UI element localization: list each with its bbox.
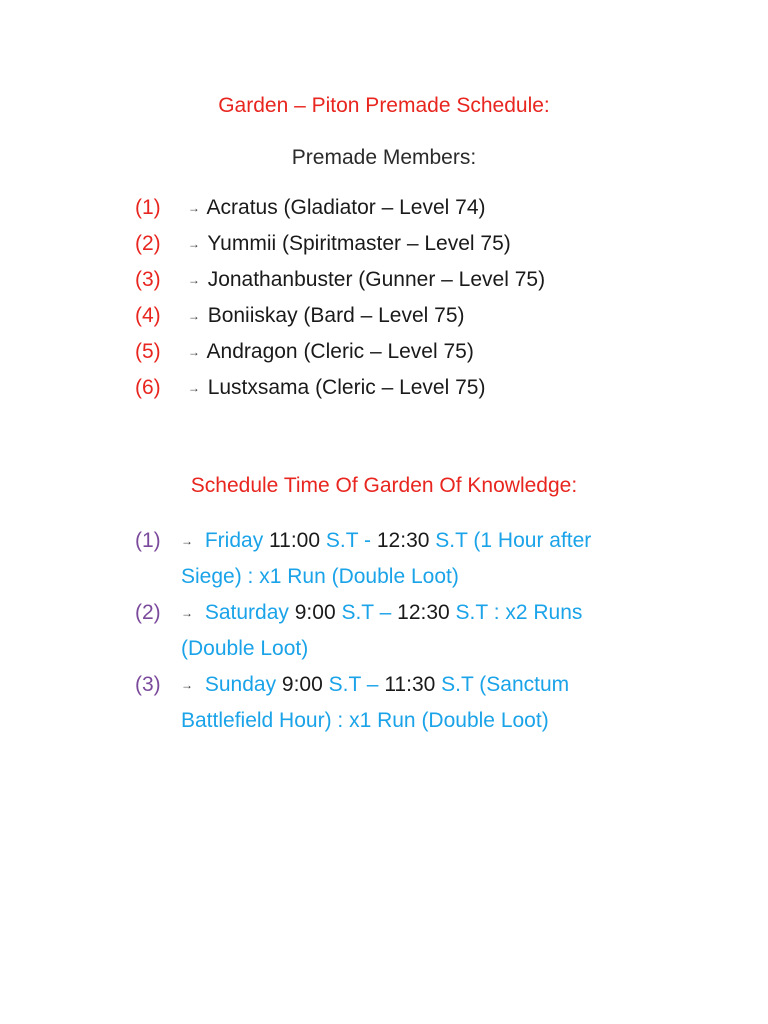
schedule-end: 11:30 <box>384 673 436 696</box>
schedule-detail-continued: (Double Loot) <box>181 637 309 660</box>
member-text: Yummii (Spiritmaster – Level 75) <box>207 232 511 255</box>
member-text: Boniiskay (Bard – Level 75) <box>207 304 465 327</box>
member-item <box>135 230 545 266</box>
member-text: Lustxsama (Cleric – Level 75) <box>207 376 486 399</box>
schedule-day: Sunday <box>204 673 277 696</box>
schedule-day: Friday <box>204 529 264 552</box>
schedule-start: 9:00 <box>294 601 336 624</box>
schedule-start-zone: S.T <box>325 529 359 552</box>
schedule-start: 11:00 <box>269 529 321 552</box>
schedule-list <box>135 523 615 739</box>
schedule-separator: – <box>366 673 379 696</box>
schedule-day: Saturday <box>204 601 289 624</box>
schedule-text <box>181 667 615 739</box>
member-item <box>135 194 545 230</box>
arrow-right-icon: → <box>187 381 200 395</box>
member-number: (5) <box>135 340 161 363</box>
member-text: Jonathanbuster (Gunner – Level 75) <box>207 268 546 291</box>
schedule-item <box>135 595 615 667</box>
schedule-end-zone: S.T <box>435 529 468 552</box>
schedule-item <box>135 523 615 595</box>
schedule-end: 12:30 <box>397 601 450 624</box>
arrow-right-icon: → <box>187 201 200 215</box>
schedule-number: (3) <box>135 673 161 696</box>
schedule-detail-continued: Battlefield Hour) : x1 Run (Double Loot) <box>181 709 549 732</box>
member-number: (1) <box>135 196 161 219</box>
schedule-detail: (Sanctum <box>479 673 570 696</box>
schedule-end-zone: S.T <box>441 673 474 696</box>
member-item <box>135 266 545 302</box>
schedule-start-zone: S.T <box>341 601 374 624</box>
schedule-heading: Schedule Time Of Garden Of Knowledge: <box>190 474 578 497</box>
schedule-text <box>181 523 615 595</box>
schedule-text <box>181 595 615 667</box>
schedule-end-zone: S.T <box>455 601 488 624</box>
member-number: (2) <box>135 232 161 255</box>
schedule-detail: (1 Hour after <box>473 529 592 552</box>
member-number: (6) <box>135 376 161 399</box>
member-item <box>135 338 545 374</box>
member-text: Andragon (Cleric – Level 75) <box>206 340 474 363</box>
member-item <box>135 374 545 410</box>
members-list <box>135 194 545 410</box>
member-text: Acratus (Gladiator – Level 74) <box>206 196 486 219</box>
schedule-number: (1) <box>135 529 161 552</box>
schedule-separator: – <box>379 601 392 624</box>
schedule-number: (2) <box>135 601 161 624</box>
schedule-detail: : x2 Runs <box>493 601 583 624</box>
schedule-end: 12:30 <box>376 529 430 552</box>
member-item <box>135 302 545 338</box>
members-heading: Premade Members: <box>291 146 477 169</box>
schedule-start: 9:00 <box>281 673 323 696</box>
schedule-detail-continued: Siege) : x1 Run (Double Loot) <box>181 565 459 588</box>
schedule-item <box>135 667 615 739</box>
arrow-right-icon: → <box>181 678 193 692</box>
arrow-right-icon: → <box>187 345 200 359</box>
arrow-right-icon: → <box>181 534 193 548</box>
arrow-right-icon: → <box>187 237 200 251</box>
arrow-right-icon: → <box>187 273 200 287</box>
arrow-right-icon: → <box>181 606 193 620</box>
document-title: Garden – Piton Premade Schedule: <box>218 94 550 117</box>
member-number: (3) <box>135 268 161 291</box>
arrow-right-icon: → <box>187 309 200 323</box>
member-number: (4) <box>135 304 161 327</box>
schedule-separator: - <box>364 529 372 552</box>
schedule-start-zone: S.T <box>328 673 361 696</box>
